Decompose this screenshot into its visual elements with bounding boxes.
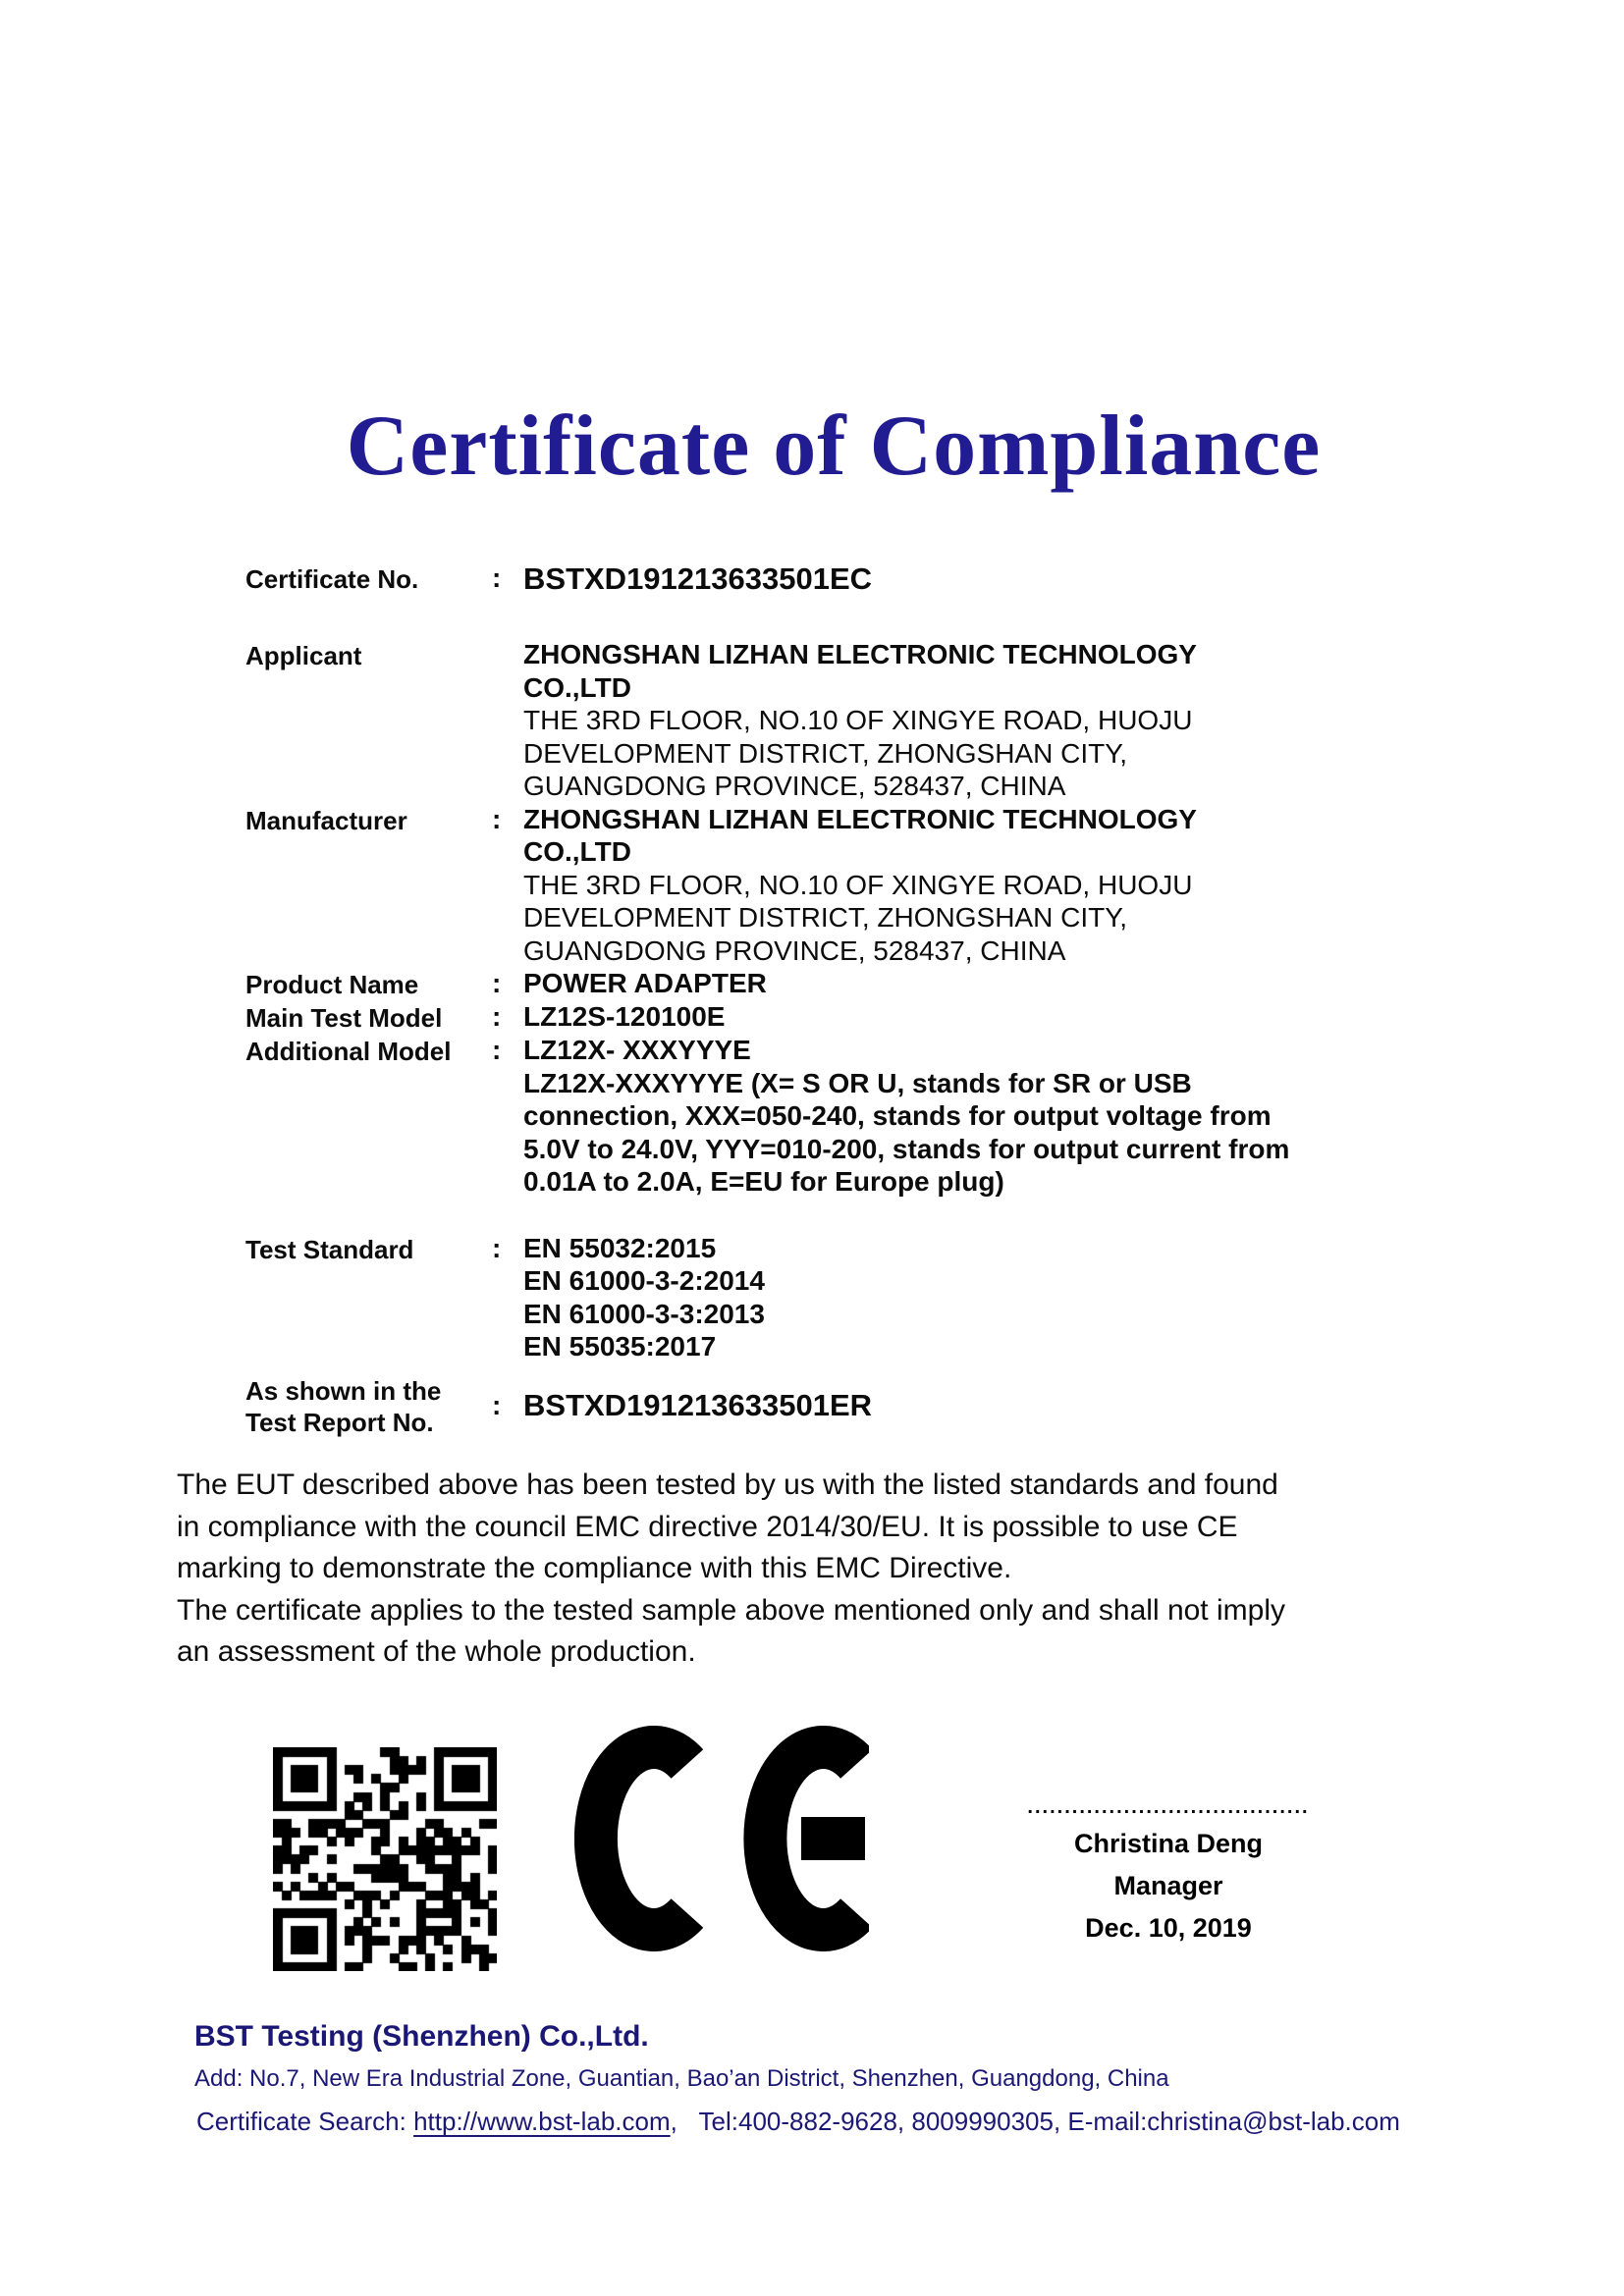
manufacturer-value — [523, 803, 1394, 968]
colon-separator: : — [492, 1035, 502, 1065]
test-standard-label: Test Standard — [245, 1234, 414, 1264]
manufacturer-name-line: CO.,LTD — [523, 836, 631, 867]
certificate-title: Certificate of Compliance — [346, 399, 1322, 494]
additional-model-line: LZ12X- XXXYYYE — [523, 1035, 751, 1065]
applicant-address-line: DEVELOPMENT DISTRICT, ZHONGSHAN CITY, — [523, 737, 1128, 769]
row-test-report-no — [245, 1373, 1394, 1438]
additional-model-line: connection, XXX=050-240, stands for output voltage from — [523, 1100, 1272, 1131]
manufacturer-name-line: ZHONGSHAN LIZHAN ELECTRONIC TECHNOLOGY — [523, 803, 1197, 834]
declaration-line: marking to demonstrate the compliance with this EMC Directive. — [177, 1552, 1012, 1584]
row-certificate-no — [245, 561, 1394, 597]
contact-info: , Tel:400-882-9628, 8009990305, E-mail:christina@bst-lab.com — [670, 2107, 1400, 2136]
colon-separator: : — [492, 1232, 502, 1263]
ce-mark-icon — [574, 1726, 869, 1951]
declaration-paragraph — [177, 1465, 1483, 1674]
test-report-label-line: As shown in the — [245, 1375, 442, 1406]
test-standard-line: EN 55032:2015 — [523, 1232, 717, 1263]
additional-model-line: 0.01A to 2.0A, E=EU for Europe plug) — [523, 1166, 1004, 1197]
row-main-test-model — [245, 1000, 1394, 1034]
declaration-line: an assessment of the whole production. — [177, 1635, 696, 1668]
main-test-model-value: LZ12S-120100E — [523, 1001, 726, 1032]
row-manufacturer — [245, 803, 1394, 968]
signature-dotted-line: ...................................... — [1027, 1798, 1310, 1816]
applicant-name-line: ZHONGSHAN LIZHAN ELECTRONIC TECHNOLOGY — [523, 639, 1197, 669]
manufacturer-address-line: THE 3RD FLOOR, NO.10 OF XINGYE ROAD, HUOJU — [523, 869, 1193, 900]
test-report-value: BSTXD191213633501ER — [523, 1387, 873, 1422]
signature-block — [987, 1798, 1350, 1943]
applicant-value — [523, 638, 1394, 803]
row-applicant — [245, 638, 1394, 803]
additional-model-line: LZ12X-XXXYYYE (X= S OR U, stands for SR or USB — [523, 1067, 1192, 1098]
colon-separator — [492, 638, 523, 671]
applicant-address-line: THE 3RD FLOOR, NO.10 OF XINGYE ROAD, HUOJU — [523, 705, 1193, 735]
certificate-no-value: BSTXD191213633501EC — [523, 561, 873, 596]
declaration-line: The EUT described above has been tested by us with the listed standards and found — [177, 1468, 1278, 1501]
row-product-name — [245, 967, 1394, 1000]
issuer-address: Add: No.7, New Era Industrial Zone, Guantian, Bao’an District, Shenzhen, Guangdong, China — [194, 2065, 1169, 2092]
test-report-label — [245, 1373, 492, 1438]
declaration-line: The certificate applies to the tested sample above mentioned only and shall not imply — [177, 1593, 1285, 1627]
certificate-search-line — [196, 2107, 1400, 2137]
test-standard-line: EN 61000-3-2:2014 — [523, 1265, 765, 1296]
manufacturer-address-line: GUANGDONG PROVINCE, 528437, CHINA — [523, 934, 1066, 966]
signature-date: Dec. 10, 2019 — [1085, 1913, 1252, 1943]
test-report-label-line: Test Report No. — [245, 1407, 434, 1437]
additional-model-line: 5.0V to 24.0V, YYY=010-200, stands for output current from — [523, 1133, 1290, 1164]
colon-separator: : — [492, 1389, 502, 1420]
qr-code — [273, 1747, 497, 1971]
manufacturer-label: Manufacturer — [245, 805, 407, 835]
applicant-label: Applicant — [245, 641, 362, 670]
applicant-name-line: CO.,LTD — [523, 671, 631, 703]
declaration-line: in compliance with the council EMC directive 2014/30/EU. It is possible to use CE — [177, 1510, 1238, 1543]
certificate-details — [245, 561, 1394, 1438]
manufacturer-address-line: DEVELOPMENT DISTRICT, ZHONGSHAN CITY, — [523, 902, 1128, 933]
test-standard-value — [523, 1232, 1394, 1363]
signatory-role: Manager — [1113, 1871, 1223, 1900]
test-standard-line: EN 61000-3-3:2013 — [523, 1298, 765, 1329]
product-name-value: POWER ADAPTER — [523, 968, 767, 998]
colon-separator: : — [492, 1001, 502, 1032]
colon-separator: : — [492, 803, 502, 834]
certificate-search-link[interactable]: http://www.bst-lab.com — [413, 2107, 671, 2136]
certificate-no-label: Certificate No. — [245, 564, 419, 594]
additional-model-value — [523, 1034, 1394, 1199]
colon-separator: : — [492, 562, 502, 593]
product-name-label: Product Name — [245, 970, 419, 999]
colon-separator: : — [492, 968, 502, 998]
row-additional-model — [245, 1034, 1394, 1199]
additional-model-label: Additional Model — [245, 1037, 452, 1066]
issuer-company-name: BST Testing (Shenzhen) Co.,Ltd. — [194, 2020, 649, 2053]
row-test-standard — [245, 1232, 1394, 1363]
test-standard-line: EN 55035:2017 — [523, 1331, 717, 1362]
main-test-model-label: Main Test Model — [245, 1003, 443, 1033]
applicant-address-line: GUANGDONG PROVINCE, 528437, CHINA — [523, 771, 1066, 801]
signatory-name: Christina Deng — [1073, 1829, 1264, 1858]
certificate-search-label: Certificate Search: — [196, 2107, 414, 2136]
